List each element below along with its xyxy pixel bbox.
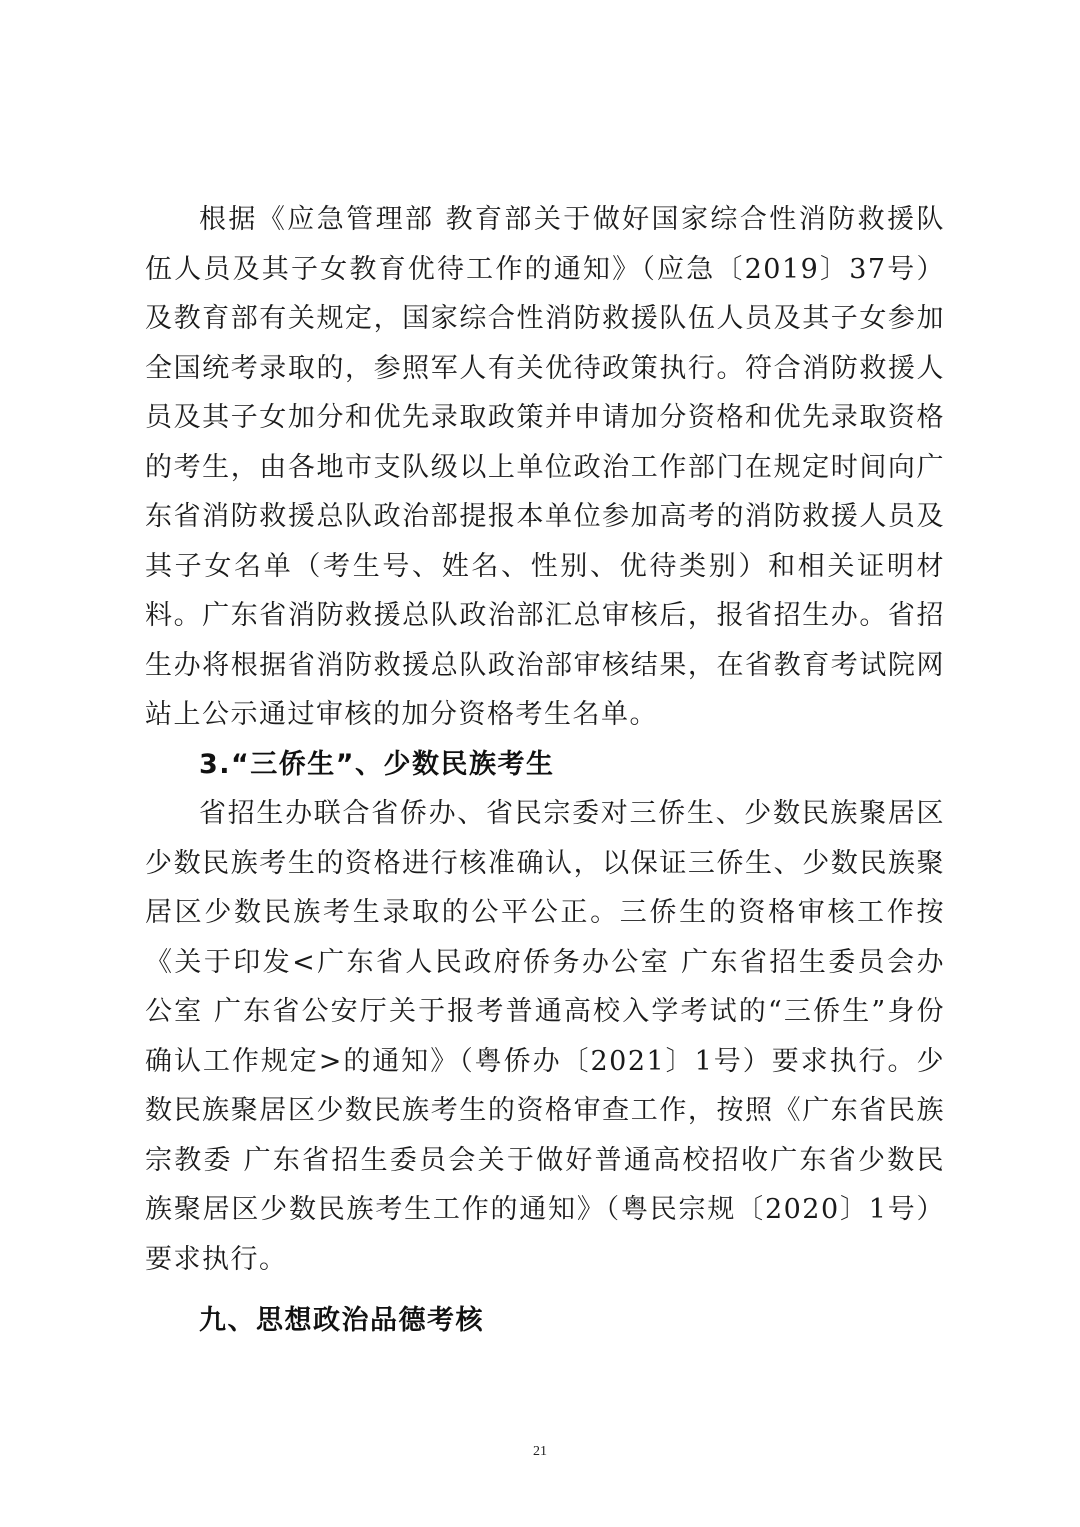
document-body: [145, 195, 945, 1346]
page-number: 21: [533, 1444, 547, 1459]
paragraph-fire-rescue-policy: 根据《应急管理部 教育部关于做好国家综合性消防救援队伍人员及其子女教育优待工作的通知》（应急〔2019〕37号）及教育部有关规定，国家综合性消防救援队伍人员及其子女参加全国统考录取的，参照军人有关优待政策执行。符合消防救援人员及其子女加分和优先录取政策并申请加分资格和优先录取资格的考生，由各地市支队级以上单位政治工作部门在规定时间向广东省消防救援总队政治部提报本单位参加高考的消防救援人员及其子女名单（考生号、姓名、性别、优待类别）和相关证明材料。广东省消防救援总队政治部汇总审核后，报省招生办。省招生办将根据省消防救援总队政治部审核结果，在省教育考试院网站上公示通过审核的加分资格考生名单。: [145, 204, 945, 730]
subheading-overseas-minority: 3.“三侨生”、少数民族考生: [199, 748, 555, 780]
paragraph-overseas-minority-policy: 省招生办联合省侨办、省民宗委对三侨生、少数民族聚居区少数民族考生的资格进行核准确认，以保证三侨生、少数民族聚居区少数民族考生录取的公平公正。三侨生的资格审核工作按《关于印发<广东省人民政府侨务办公室 广东省招生委员会办公室 广东省公安厅关于报考普通高校入学考试的“三侨生”身份确认工作规定>的通知》（粤侨办〔2021〕1号）要求执行。少数民族聚居区少数民族考生的资格审查工作，按照《广东省民族宗教委 广东省招生委员会关于做好普通高校招收广东省少数民族聚居区少数民族考生工作的通知》（粤民宗规〔2020〕1号）要求执行。: [145, 798, 945, 1275]
section-heading-political-review: 九、思想政治品德考核: [199, 1305, 484, 1336]
